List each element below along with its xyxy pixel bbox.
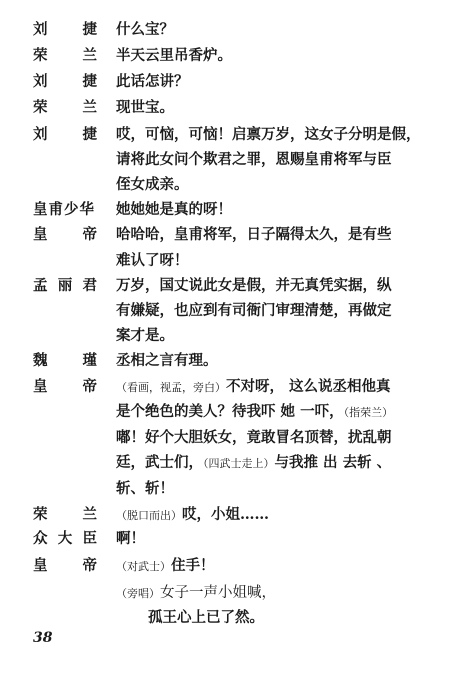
script-line xyxy=(0,198,474,222)
speaker-char: 荣 xyxy=(33,99,48,116)
stage-direction: （指荣兰） xyxy=(343,406,394,419)
dialogue-fragment: 廷，武士们， xyxy=(116,454,203,471)
dialogue-fragment: 住手！ xyxy=(171,557,215,574)
dialogue-fragment: 女子一声小姐喊， xyxy=(160,585,276,601)
script-line xyxy=(0,274,474,298)
dialogue-fragment: 斩、斩！ xyxy=(116,480,174,497)
dialogue-fragment: 难认了呀！ xyxy=(116,252,189,269)
dialogue-fragment: 啊！ xyxy=(116,530,145,547)
stage-direction: （对武士） xyxy=(116,560,171,573)
dialogue-text xyxy=(116,223,392,247)
dialogue-fragment: 有嫌疑，也应到有司衙门审理清楚，再做定 xyxy=(116,302,392,319)
dialogue-text xyxy=(116,554,215,579)
dialogue-fragment: 不对呀， 这么说丞相他真 xyxy=(226,378,391,395)
dialogue-fragment: 哈哈哈，皇甫将军，日子隔得太久，是有些 xyxy=(116,226,392,243)
script-line xyxy=(0,70,474,94)
dialogue-text xyxy=(116,400,393,425)
script-line xyxy=(0,606,474,630)
speaker-name xyxy=(33,96,97,120)
script-line xyxy=(0,18,474,42)
speaker-name xyxy=(33,70,97,94)
speaker-char: 兰 xyxy=(82,47,97,64)
dialogue-text xyxy=(116,96,174,120)
dialogue-text xyxy=(116,123,421,147)
speaker-char: 大 xyxy=(57,530,73,547)
speaker-char: 皇 xyxy=(33,226,48,243)
dialogue-fragment: 她她她是真的呀！ xyxy=(116,201,232,218)
dialogue-text xyxy=(116,44,232,68)
dialogue-fragment: 丞相之言有理。 xyxy=(116,352,218,369)
stage-direction: （四武士走上） xyxy=(203,457,275,470)
dialogue-text xyxy=(116,249,189,273)
dialogue-fragment: 此话怎讲？ xyxy=(116,73,189,90)
dialogue-fragment: 嘟！好个大胆妖女，竟敢冒名顶替，扰乱朝 xyxy=(116,429,392,446)
speaker-char: 刘 xyxy=(33,21,48,38)
speaker-char: 刘 xyxy=(33,73,48,90)
dialogue-text xyxy=(116,70,189,94)
stage-direction: （脱口而出） xyxy=(116,509,182,522)
speaker-name xyxy=(33,198,97,222)
speaker-char: 皇 xyxy=(33,378,48,395)
speaker-char: 捷 xyxy=(82,21,97,38)
speaker-char: 皇 xyxy=(33,557,48,574)
speaker-char: 臣 xyxy=(82,530,97,547)
script-line xyxy=(0,223,474,247)
script-line xyxy=(0,299,474,323)
speaker-name xyxy=(33,375,97,399)
speaker-name xyxy=(33,274,97,298)
speaker-char: 瑾 xyxy=(82,352,97,369)
speaker-char: 捷 xyxy=(82,126,97,143)
script-line xyxy=(0,426,474,450)
dialogue-text xyxy=(116,18,174,42)
dialogue-fragment: 什么宝？ xyxy=(116,21,174,38)
speaker-char: 帝 xyxy=(82,226,97,243)
script-line xyxy=(0,148,474,172)
dialogue-fragment: 哎，可恼，可恼！启禀万岁，这女子分明是假， xyxy=(116,126,421,143)
speaker-char: 君 xyxy=(82,277,97,294)
script-line xyxy=(0,123,474,147)
speaker-char: 众 xyxy=(33,530,48,547)
dialogue-fragment: 孤王心上已了然。 xyxy=(148,609,264,626)
dialogue-text xyxy=(116,274,392,298)
dialogue-text xyxy=(116,375,391,400)
script-line xyxy=(0,527,474,551)
speaker-char: 荣 xyxy=(33,506,48,523)
dialogue-text xyxy=(116,426,392,450)
script-line xyxy=(0,96,474,120)
speaker-name xyxy=(33,123,97,147)
dialogue-text xyxy=(116,503,269,528)
dialogue-text xyxy=(116,581,276,606)
dialogue-fragment: 案才是。 xyxy=(116,327,174,344)
speaker-char: 丽 xyxy=(57,277,73,294)
script-line xyxy=(0,324,474,348)
speaker-name xyxy=(33,527,97,551)
script-line xyxy=(0,349,474,373)
script-line xyxy=(0,400,474,424)
dialogue-text xyxy=(116,477,174,501)
dialogue-text xyxy=(148,606,264,630)
dialogue-text xyxy=(116,148,392,172)
dialogue-text xyxy=(116,198,232,222)
speaker-char: 荣 xyxy=(33,47,48,64)
script-line xyxy=(0,44,474,68)
speaker-char: 孟 xyxy=(33,277,48,294)
speaker-char: 刘 xyxy=(33,126,48,143)
dialogue-fragment: 与我推 出 去斩 、 xyxy=(274,454,392,471)
speaker-char: 兰 xyxy=(82,506,97,523)
dialogue-text xyxy=(116,173,189,197)
speaker-char: 魏 xyxy=(33,352,48,369)
dialogue-text xyxy=(116,349,218,373)
dialogue-text xyxy=(116,527,145,551)
dialogue-fragment: 哎，小姐…… xyxy=(182,506,269,523)
script-line xyxy=(0,581,474,605)
script-line xyxy=(0,375,474,399)
speaker-char: 捷 xyxy=(82,73,97,90)
dialogue-fragment: 请将此女问个欺君之罪，恩赐皇甫将军与臣 xyxy=(116,151,392,168)
script-line xyxy=(0,173,474,197)
speaker-char: 兰 xyxy=(82,99,97,116)
script-line xyxy=(0,477,474,501)
stage-direction: （看画，视孟，旁白） xyxy=(116,381,226,394)
speaker-char: 帝 xyxy=(82,557,97,574)
dialogue-fragment: 万岁，国丈说此女是假，并无真凭实据，纵 xyxy=(116,277,392,294)
speaker-char: 帝 xyxy=(82,378,97,395)
speaker-name xyxy=(33,349,97,373)
script-line xyxy=(0,249,474,273)
script-line xyxy=(0,503,474,527)
speaker-name xyxy=(33,44,97,68)
page-number: 38 xyxy=(33,630,53,646)
script-line xyxy=(0,451,474,475)
dialogue-text xyxy=(116,324,174,348)
dialogue-text xyxy=(116,299,392,323)
speaker-name xyxy=(33,18,97,42)
script-line xyxy=(0,554,474,578)
speaker-name xyxy=(33,223,97,247)
dialogue-text xyxy=(116,451,391,476)
speaker-name xyxy=(33,503,97,527)
dialogue-fragment: 侄女成亲。 xyxy=(116,176,189,193)
dialogue-fragment: 现世宝。 xyxy=(116,99,174,116)
dialogue-fragment: 是个绝色的美人？待我吓 她 一吓， xyxy=(116,403,344,420)
speaker-char: 皇甫少华 xyxy=(33,201,95,218)
speaker-name xyxy=(33,554,97,578)
stage-direction: （旁唱） xyxy=(116,587,160,600)
dialogue-fragment: 半天云里吊香炉。 xyxy=(116,47,232,64)
